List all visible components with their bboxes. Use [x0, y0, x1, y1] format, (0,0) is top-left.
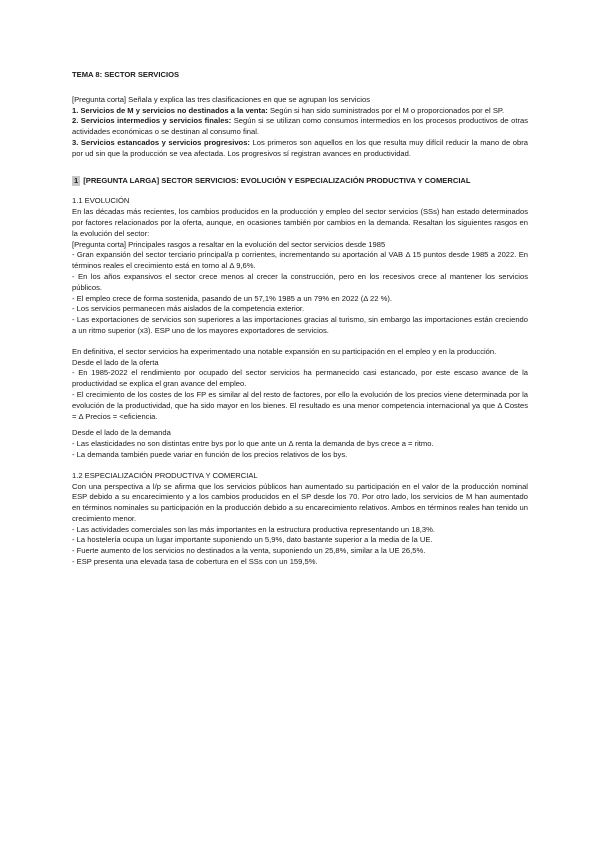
- demanda-bullet-2: - La demanda también puede variar en función de los precios relativos de los bys.: [72, 449, 348, 459]
- subsection-1-2-heading: 1.2 ESPECIALIZACIÓN PRODUCTIVA Y COMERCIAL: [72, 470, 258, 480]
- s12-bullet-2: - La hostelería ocupa un lugar importante suponiendo un 5,9%, dato bastante superior a la media de la UE.: [72, 535, 433, 545]
- q1-item-2-text: Según si se utilizan como consumos intermedios en los procesos productivos de otras actividades económicas o se destinan al consumo final.: [72, 116, 528, 137]
- document-page: [72, 70, 528, 568]
- page-title: TEMA 8: SECTOR SERVICIOS: [72, 70, 180, 79]
- s11-bullet-3: - El empleo crece de forma sostenida, pasando de un 57,1% 1985 a un 79% en 2022 (Δ 22 %).: [72, 293, 392, 303]
- section-1-heading: [72, 176, 528, 187]
- q1-item-1-text: Según si han sido suministrados por el M o proporcionados por el SP.: [267, 105, 505, 115]
- section-number-badge: 1: [74, 175, 79, 185]
- s12-bullet-3: - Fuerte aumento de los servicios no destinados a la venta, suponiendo un 25,8%, similar a la UE 26,5%.: [72, 546, 426, 556]
- s12-bullet-1: - Las actividades comerciales son las más importantes en la estructura productiva representando un 18,3%.: [72, 524, 436, 534]
- demanda-heading: Desde el lado de la demanda: [72, 428, 171, 438]
- q1-heading: [Pregunta corta] Señala y explica las tres clasificaciones en que se agrupan los servicios: [72, 94, 371, 104]
- q1-item-3-label: 3. Servicios estancados y servicios progresivos:: [72, 137, 250, 147]
- s12-intro: Con una perspectiva a l/p se afirma que los servicios públicos han aumentado su participación en el valor de la producción nominal ESP debido a su encarecimiento y a los cambios producidos en el SP desde los 70. Por otro lado, los servicios de M han aumentado en términos nominales su participación en la producción debido a su encarecimiento relativos. Ambos en términos reales han tenido un crecimiento menor.: [72, 481, 528, 523]
- q1-item-3-text: Los primeros son aquellos en los que resulta muy difícil reducir la mano de obra por ud sin que la producción se vea afectada. Los progresivos sí registran avances en productividad.: [72, 137, 529, 158]
- subsection-1-1-heading: 1.1 EVOLUCIÓN: [72, 196, 130, 206]
- s11-bullet-4: - Los servicios permanecen más aislados de la competencia exterior.: [72, 304, 305, 314]
- s11-bullet-2: - En los años expansivos el sector crece menos al crecer la construcción, pero en los recesivos crece al mantener los servicios públicos.: [72, 271, 528, 292]
- s11-bullet-5: - Las exportaciones de servicios son superiores a las importaciones gracias al turismo, sin embargo las importaciones están creciendo a un ritmo superior (x3). ESP uno de los mayores exportadores de servicios.: [72, 315, 528, 335]
- s11-bullet-1: - Gran expansión del sector terciario principal/a p corrientes, incrementando su aportación al VAB Δ 15 puntos desde 1985 a 2022. En términos reales el crecimiento está en torno al Δ 9,6%.: [72, 250, 528, 271]
- s12-bullet-4: - ESP presenta una elevada tasa de cobertura en el SSs con un 159,5%.: [72, 557, 318, 567]
- q1-item-1-label: 1. Servicios de M y servicios no destinados a la venta:: [72, 105, 268, 115]
- section-1-heading-text: [PREGUNTA LARGA] SECTOR SERVICIOS: EVOLUCIÓN Y ESPECIALIZACIÓN PRODUCTIVA Y COMERCIAL: [83, 175, 471, 185]
- s11-summary: En definitiva, el sector servicios ha experimentado una notable expansión en su participación en el empleo y en la producción.: [72, 346, 497, 356]
- s11-intro: En las décadas más recientes, los cambios producidos en la producción y empleo del sector servicios (SSs) han estado determinados por factores relacionados por la oferta, aunque, en ocasiones también por cambios en la demanda. Resaltan los siguientes rasgos en la evolución del sector:: [72, 207, 528, 238]
- oferta-heading: Desde el lado de la oferta: [72, 357, 159, 367]
- q1-item-2-label: 2. Servicios intermedios y servicios finales:: [72, 116, 232, 126]
- q1-item-1: [72, 106, 528, 117]
- oferta-bullet-1: - En 1985-2022 el rendimiento por ocupado del sector servicios ha permanecido casi estancado, por este escaso avance de la productividad se explica el gran avance del empleo.: [72, 368, 528, 389]
- q1-item-3: [72, 138, 528, 160]
- q1-item-2: [72, 116, 528, 138]
- demanda-bullet-1: - Las elasticidades no son distintas entre bys por lo que ante un Δ renta la demanda de bys crece a = ritmo.: [72, 439, 434, 449]
- oferta-bullet-2: - El crecimiento de los costes de los FP es similar al del resto de factores, por ello la evolución de los precios viene determinada por la evolución de la productividad, que ha sido mayor en los bienes. El resultado es una menor competencia internacional ya que Δ Costes = Δ Precios = <eficiencia.: [72, 389, 528, 421]
- s11-subquestion: [Pregunta corta] Principales rasgos a resaltar en la evolución del sector servicios desde 1985: [72, 239, 386, 249]
